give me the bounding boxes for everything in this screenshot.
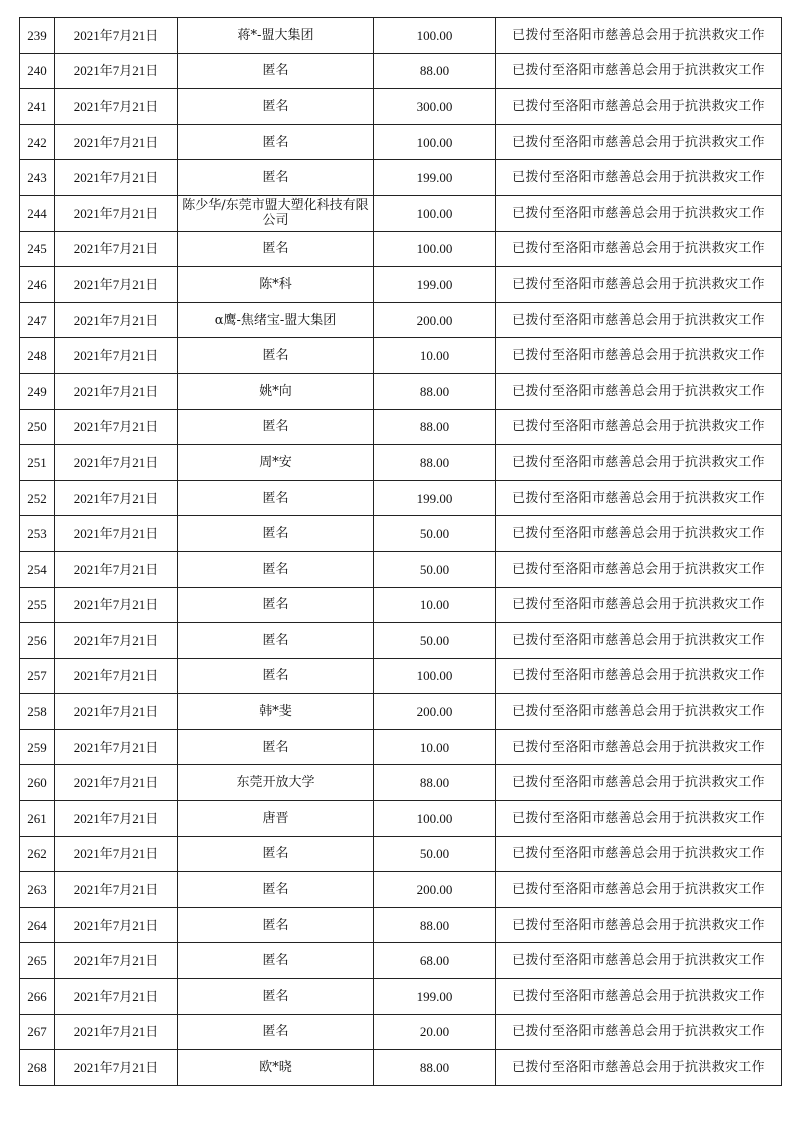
donation-date: 2021年7月21日 <box>55 373 178 409</box>
row-number: 267 <box>20 1014 55 1050</box>
donation-date: 2021年7月21日 <box>55 160 178 196</box>
table-row <box>20 694 782 730</box>
donation-note: 已拨付至洛阳市慈善总会用于抗洪救灾工作 <box>496 765 782 801</box>
table-row <box>20 267 782 303</box>
donation-table-body <box>20 18 782 1086</box>
table-row <box>20 373 782 409</box>
donation-amount: 200.00 <box>374 694 496 730</box>
donation-note: 已拨付至洛阳市慈善总会用于抗洪救灾工作 <box>496 658 782 694</box>
row-number: 257 <box>20 658 55 694</box>
donation-note: 已拨付至洛阳市慈善总会用于抗洪救灾工作 <box>496 480 782 516</box>
donation-note: 已拨付至洛阳市慈善总会用于抗洪救灾工作 <box>496 195 782 231</box>
donor-name: 匿名 <box>178 979 374 1015</box>
table-row <box>20 907 782 943</box>
donation-amount: 88.00 <box>374 53 496 89</box>
donation-date: 2021年7月21日 <box>55 694 178 730</box>
donor-name: α鹰-焦绪宝-盟大集团 <box>178 302 374 338</box>
donation-amount: 300.00 <box>374 89 496 125</box>
donation-date: 2021年7月21日 <box>55 872 178 908</box>
donation-amount: 199.00 <box>374 979 496 1015</box>
donation-note: 已拨付至洛阳市慈善总会用于抗洪救灾工作 <box>496 302 782 338</box>
table-row <box>20 18 782 54</box>
donation-amount: 88.00 <box>374 907 496 943</box>
donor-name: 匿名 <box>178 587 374 623</box>
donation-note: 已拨付至洛阳市慈善总会用于抗洪救灾工作 <box>496 979 782 1015</box>
table-row <box>20 445 782 481</box>
donor-name: 匿名 <box>178 623 374 659</box>
row-number: 260 <box>20 765 55 801</box>
donation-amount: 50.00 <box>374 551 496 587</box>
table-row <box>20 551 782 587</box>
donation-amount: 100.00 <box>374 195 496 231</box>
donation-note: 已拨付至洛阳市慈善总会用于抗洪救灾工作 <box>496 587 782 623</box>
row-number: 249 <box>20 373 55 409</box>
donation-note: 已拨付至洛阳市慈善总会用于抗洪救灾工作 <box>496 89 782 125</box>
donation-amount: 100.00 <box>374 124 496 160</box>
donation-amount: 10.00 <box>374 729 496 765</box>
donor-name: 匿名 <box>178 836 374 872</box>
donor-name: 陈少华/东莞市盟大塑化科技有限公司 <box>178 195 374 231</box>
donation-note: 已拨付至洛阳市慈善总会用于抗洪救灾工作 <box>496 729 782 765</box>
row-number: 261 <box>20 801 55 837</box>
row-number: 240 <box>20 53 55 89</box>
donation-note: 已拨付至洛阳市慈善总会用于抗洪救灾工作 <box>496 338 782 374</box>
row-number: 241 <box>20 89 55 125</box>
donation-amount: 199.00 <box>374 160 496 196</box>
donation-amount: 88.00 <box>374 445 496 481</box>
donation-note: 已拨付至洛阳市慈善总会用于抗洪救灾工作 <box>496 801 782 837</box>
donor-name: 匿名 <box>178 409 374 445</box>
row-number: 250 <box>20 409 55 445</box>
row-number: 244 <box>20 195 55 231</box>
table-row <box>20 124 782 160</box>
donation-amount: 68.00 <box>374 943 496 979</box>
donation-date: 2021年7月21日 <box>55 836 178 872</box>
donation-note: 已拨付至洛阳市慈善总会用于抗洪救灾工作 <box>496 160 782 196</box>
donor-name: 匿名 <box>178 551 374 587</box>
donation-amount: 200.00 <box>374 872 496 908</box>
donation-date: 2021年7月21日 <box>55 516 178 552</box>
table-row <box>20 623 782 659</box>
donation-amount: 50.00 <box>374 623 496 659</box>
donation-note: 已拨付至洛阳市慈善总会用于抗洪救灾工作 <box>496 373 782 409</box>
donor-name: 匿名 <box>178 943 374 979</box>
donation-note: 已拨付至洛阳市慈善总会用于抗洪救灾工作 <box>496 836 782 872</box>
donation-date: 2021年7月21日 <box>55 302 178 338</box>
donation-date: 2021年7月21日 <box>55 623 178 659</box>
donation-note: 已拨付至洛阳市慈善总会用于抗洪救灾工作 <box>496 623 782 659</box>
donor-name: 匿名 <box>178 160 374 196</box>
table-row <box>20 943 782 979</box>
donation-note: 已拨付至洛阳市慈善总会用于抗洪救灾工作 <box>496 1014 782 1050</box>
donation-date: 2021年7月21日 <box>55 765 178 801</box>
donation-amount: 88.00 <box>374 409 496 445</box>
table-row <box>20 765 782 801</box>
row-number: 258 <box>20 694 55 730</box>
donation-date: 2021年7月21日 <box>55 551 178 587</box>
donor-name: 匿名 <box>178 872 374 908</box>
donor-name: 匿名 <box>178 124 374 160</box>
donor-name: 匿名 <box>178 658 374 694</box>
table-row <box>20 1014 782 1050</box>
donation-date: 2021年7月21日 <box>55 1050 178 1086</box>
table-row <box>20 338 782 374</box>
donor-name: 东莞开放大学 <box>178 765 374 801</box>
donation-note: 已拨付至洛阳市慈善总会用于抗洪救灾工作 <box>496 124 782 160</box>
row-number: 268 <box>20 1050 55 1086</box>
donor-name: 匿名 <box>178 516 374 552</box>
table-row <box>20 409 782 445</box>
donation-note: 已拨付至洛阳市慈善总会用于抗洪救灾工作 <box>496 267 782 303</box>
donation-date: 2021年7月21日 <box>55 658 178 694</box>
donation-date: 2021年7月21日 <box>55 1014 178 1050</box>
donor-name: 欧*晓 <box>178 1050 374 1086</box>
donor-name: 匿名 <box>178 89 374 125</box>
row-number: 264 <box>20 907 55 943</box>
table-row <box>20 729 782 765</box>
donation-note: 已拨付至洛阳市慈善总会用于抗洪救灾工作 <box>496 551 782 587</box>
donation-note: 已拨付至洛阳市慈善总会用于抗洪救灾工作 <box>496 516 782 552</box>
donation-amount: 50.00 <box>374 516 496 552</box>
table-row <box>20 979 782 1015</box>
table-row <box>20 89 782 125</box>
donation-table <box>19 17 782 1086</box>
donation-amount: 100.00 <box>374 658 496 694</box>
donation-amount: 199.00 <box>374 480 496 516</box>
donation-note: 已拨付至洛阳市慈善总会用于抗洪救灾工作 <box>496 53 782 89</box>
row-number: 259 <box>20 729 55 765</box>
donation-amount: 20.00 <box>374 1014 496 1050</box>
donation-note: 已拨付至洛阳市慈善总会用于抗洪救灾工作 <box>496 943 782 979</box>
table-row <box>20 836 782 872</box>
donor-name: 匿名 <box>178 231 374 267</box>
donation-amount: 199.00 <box>374 267 496 303</box>
row-number: 254 <box>20 551 55 587</box>
donation-amount: 10.00 <box>374 587 496 623</box>
donation-date: 2021年7月21日 <box>55 53 178 89</box>
donor-name: 姚*向 <box>178 373 374 409</box>
donation-date: 2021年7月21日 <box>55 907 178 943</box>
donation-note: 已拨付至洛阳市慈善总会用于抗洪救灾工作 <box>496 694 782 730</box>
donation-amount: 50.00 <box>374 836 496 872</box>
table-row <box>20 872 782 908</box>
row-number: 263 <box>20 872 55 908</box>
donation-date: 2021年7月21日 <box>55 979 178 1015</box>
table-row <box>20 1050 782 1086</box>
donation-date: 2021年7月21日 <box>55 943 178 979</box>
donation-amount: 10.00 <box>374 338 496 374</box>
donor-name: 唐晋 <box>178 801 374 837</box>
row-number: 247 <box>20 302 55 338</box>
donor-name: 匿名 <box>178 729 374 765</box>
donor-name: 匿名 <box>178 1014 374 1050</box>
donor-name: 蒋*-盟大集团 <box>178 18 374 54</box>
row-number: 243 <box>20 160 55 196</box>
row-number: 248 <box>20 338 55 374</box>
donation-note: 已拨付至洛阳市慈善总会用于抗洪救灾工作 <box>496 907 782 943</box>
donation-amount: 88.00 <box>374 373 496 409</box>
donation-amount: 200.00 <box>374 302 496 338</box>
donation-amount: 100.00 <box>374 801 496 837</box>
donation-note: 已拨付至洛阳市慈善总会用于抗洪救灾工作 <box>496 409 782 445</box>
donation-date: 2021年7月21日 <box>55 729 178 765</box>
row-number: 262 <box>20 836 55 872</box>
donation-date: 2021年7月21日 <box>55 231 178 267</box>
donor-name: 匿名 <box>178 907 374 943</box>
table-row <box>20 231 782 267</box>
row-number: 265 <box>20 943 55 979</box>
donation-date: 2021年7月21日 <box>55 18 178 54</box>
row-number: 266 <box>20 979 55 1015</box>
donor-name: 韩*斐 <box>178 694 374 730</box>
row-number: 255 <box>20 587 55 623</box>
donor-name: 周*安 <box>178 445 374 481</box>
row-number: 242 <box>20 124 55 160</box>
donation-date: 2021年7月21日 <box>55 480 178 516</box>
row-number: 239 <box>20 18 55 54</box>
table-row <box>20 587 782 623</box>
donation-date: 2021年7月21日 <box>55 124 178 160</box>
row-number: 252 <box>20 480 55 516</box>
donation-date: 2021年7月21日 <box>55 409 178 445</box>
donation-note: 已拨付至洛阳市慈善总会用于抗洪救灾工作 <box>496 18 782 54</box>
table-row <box>20 160 782 196</box>
donor-name: 匿名 <box>178 480 374 516</box>
donation-amount: 88.00 <box>374 1050 496 1086</box>
row-number: 246 <box>20 267 55 303</box>
donation-date: 2021年7月21日 <box>55 445 178 481</box>
donor-name: 陈*科 <box>178 267 374 303</box>
row-number: 245 <box>20 231 55 267</box>
table-row <box>20 801 782 837</box>
donation-date: 2021年7月21日 <box>55 801 178 837</box>
row-number: 256 <box>20 623 55 659</box>
table-row <box>20 658 782 694</box>
donor-name: 匿名 <box>178 53 374 89</box>
table-row <box>20 302 782 338</box>
table-row <box>20 195 782 231</box>
donation-note: 已拨付至洛阳市慈善总会用于抗洪救灾工作 <box>496 445 782 481</box>
table-row <box>20 480 782 516</box>
donation-amount: 100.00 <box>374 231 496 267</box>
donation-date: 2021年7月21日 <box>55 587 178 623</box>
donation-date: 2021年7月21日 <box>55 195 178 231</box>
donation-date: 2021年7月21日 <box>55 267 178 303</box>
row-number: 253 <box>20 516 55 552</box>
donation-date: 2021年7月21日 <box>55 338 178 374</box>
donation-note: 已拨付至洛阳市慈善总会用于抗洪救灾工作 <box>496 231 782 267</box>
donation-note: 已拨付至洛阳市慈善总会用于抗洪救灾工作 <box>496 872 782 908</box>
donor-name: 匿名 <box>178 338 374 374</box>
donation-amount: 88.00 <box>374 765 496 801</box>
donation-date: 2021年7月21日 <box>55 89 178 125</box>
row-number: 251 <box>20 445 55 481</box>
donation-amount: 100.00 <box>374 18 496 54</box>
donation-note: 已拨付至洛阳市慈善总会用于抗洪救灾工作 <box>496 1050 782 1086</box>
table-row <box>20 516 782 552</box>
table-row <box>20 53 782 89</box>
